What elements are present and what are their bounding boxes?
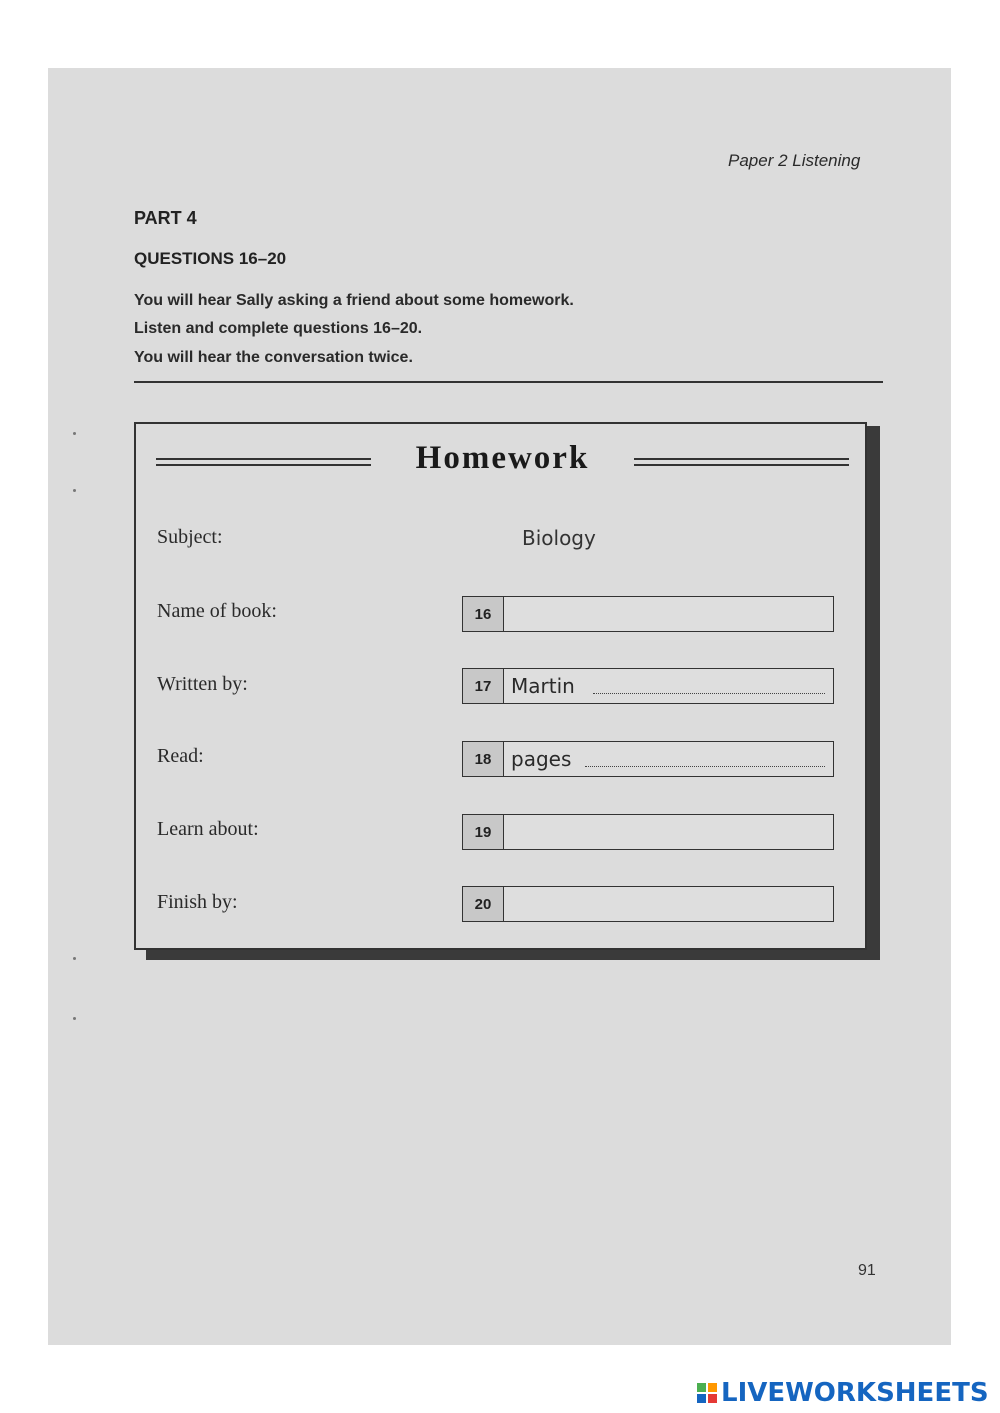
section-divider — [134, 381, 883, 383]
instruction-line-3: You will hear the conversation twice. — [134, 349, 413, 366]
paper-section-label: Paper 2 Listening — [728, 151, 861, 170]
subject-label: Subject: — [157, 526, 223, 548]
answer-field-19[interactable] — [462, 814, 834, 850]
field-label-finish: Finish by: — [157, 891, 238, 913]
page-number: 91 — [858, 1262, 876, 1279]
field-label-book: Name of book: — [157, 600, 277, 622]
scan-speck — [73, 489, 76, 492]
instruction-line-1: You will hear Sally asking a friend about some homework. — [134, 292, 574, 309]
dotted-answer-line — [593, 693, 825, 694]
answer-field-20[interactable] — [462, 886, 834, 922]
answer-text: Martin — [511, 674, 575, 698]
question-number: 20 — [463, 887, 504, 921]
answer-field-18[interactable] — [462, 741, 834, 777]
answer-text: pages — [511, 747, 572, 771]
liveworksheets-logo[interactable] — [697, 1377, 989, 1409]
title-rule-right — [634, 458, 849, 466]
question-number: 18 — [463, 742, 504, 776]
questions-heading: QUESTIONS 16–20 — [134, 249, 287, 268]
scan-speck — [73, 432, 76, 435]
part-heading: PART 4 — [134, 208, 197, 228]
scan-speck — [73, 1017, 76, 1020]
logo-grid-icon — [697, 1383, 717, 1403]
logo-text: LIVEWORKSHEETS — [721, 1378, 989, 1408]
answer-field-17[interactable] — [462, 668, 834, 704]
form-title: Homework — [415, 440, 590, 476]
field-label-learn: Learn about: — [157, 818, 259, 840]
dotted-answer-line — [585, 766, 825, 767]
title-rule-left — [156, 458, 371, 466]
answer-field-16[interactable] — [462, 596, 834, 632]
field-label-read: Read: — [157, 745, 204, 767]
question-number: 16 — [463, 597, 504, 631]
instruction-line-2: Listen and complete questions 16–20. — [134, 320, 423, 337]
question-number: 19 — [463, 815, 504, 849]
scan-speck — [73, 957, 76, 960]
question-number: 17 — [463, 669, 504, 703]
field-label-author: Written by: — [157, 673, 248, 695]
subject-value: Biology — [522, 526, 596, 550]
